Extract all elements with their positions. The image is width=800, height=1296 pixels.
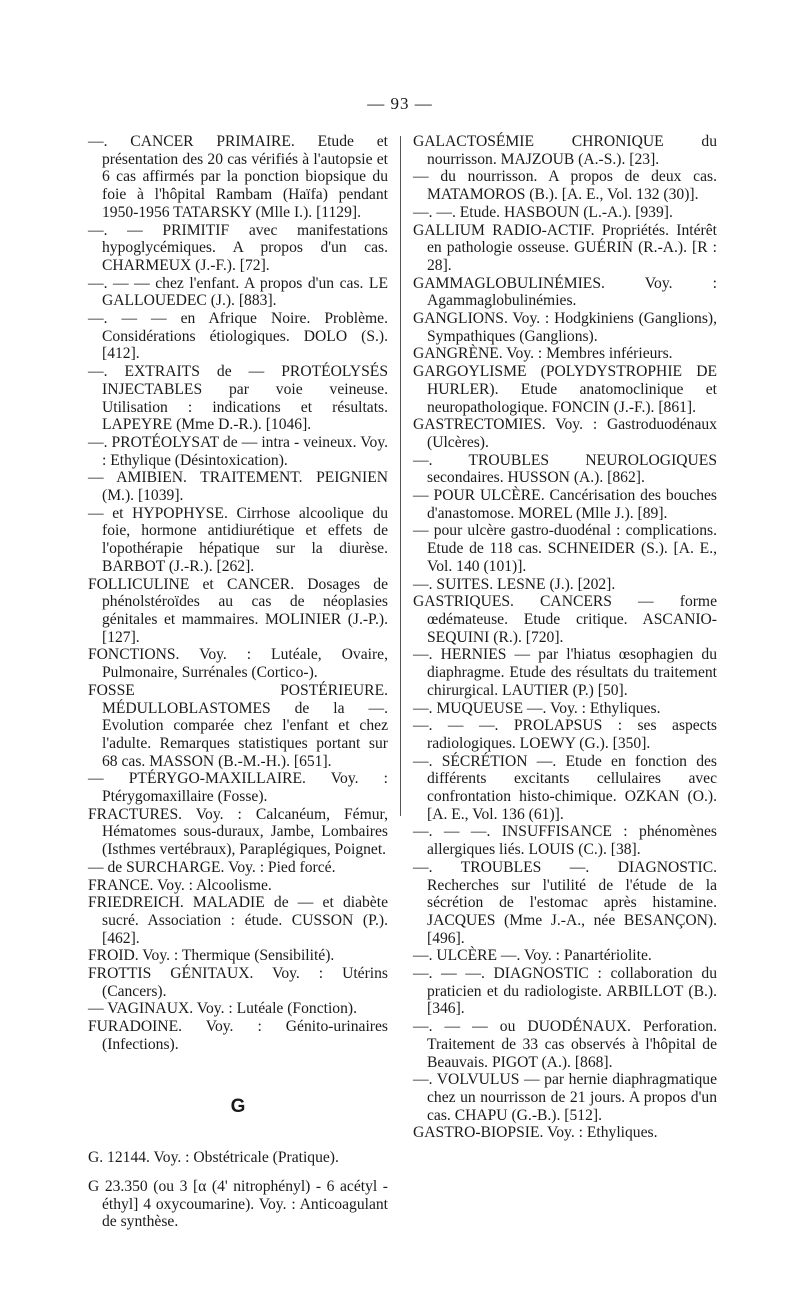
- index-entry: GASTRECTOMIES. Voy. : Gastroduodénaux (Ulcères).: [413, 416, 717, 451]
- index-entry: —. TROUBLES NEUROLOGIQUES secondaires. HUSSON (A.). [862].: [413, 451, 717, 487]
- page-number: — 93 —: [367, 94, 433, 113]
- index-entry: G 23.350 (ou 3 [α (4' nitrophényl) - 6 acétyl - éthyl] 4 oxycoumarine). Voy. : Anticoagulant de synthèse.: [88, 1177, 388, 1231]
- index-entry: —. — —. INSUFFISANCE : phénomènes allergiques liés. LOUIS (C.). [38].: [413, 823, 717, 859]
- index-entry: FROID. Voy. : Thermique (Sensibilité).: [88, 947, 335, 965]
- index-entry: GANGLIONS. Voy. : Hodgkiniens (Ganglions), Sympathiques (Ganglions).: [413, 310, 717, 345]
- index-entry: FOLLICULINE et CANCER. Dosages de phénolstéroïdes au cas de néoplasies génitales et mammaires. MOLINIER (J.-P.). [127].: [88, 575, 388, 646]
- index-entry: —. VOLVULUS — par hernie diaphragmatique chez un nourrisson de 21 jours. A propos d'un cas. CHAPU (G.-B.). [512].: [413, 1071, 717, 1124]
- index-entry: —. SÉCRÉTION —. Etude en fonction des différents excitants cellulaires avec confrontation histo-chimique. OZKAN (O.). [A. E., Vol. 136 (61)].: [413, 752, 717, 823]
- index-entry: —. EXTRAITS de — PROTÉOLYSÉS INJECTABLES par voie veineuse. Utilisation : indications et résultats. LAPEYRE (Mme D.-R.). [1046].: [88, 363, 388, 434]
- index-entry: —. — —. DIAGNOSTIC : collaboration du praticien et du radiologiste. ARBILLOT (B.). [346].: [413, 965, 717, 1018]
- index-entry: —. —. Etude. HASBOUN (L.-A.). [939].: [413, 203, 673, 221]
- index-entry: —. — —. PROLAPSUS : ses aspects radiologiques. LOEWY (G.). [350].: [413, 717, 717, 752]
- index-entry: GASTRO-BIOPSIE. Voy. : Ethyliques.: [413, 1124, 658, 1142]
- index-entry: — AMIBIEN. TRAITEMENT. PEIGNIEN (M.). [1039].: [88, 469, 388, 505]
- index-entry: FROTTIS GÉNITAUX. Voy. : Utérins (Cancers).: [88, 965, 388, 1000]
- index-entry: FURADOINE. Voy. : Génito-urinaires (Infections).: [88, 1018, 388, 1053]
- index-entry: FRANCE. Voy. : Alcoolisme.: [88, 876, 272, 894]
- index-entry: GASTRIQUES. CANCERS — forme œdémateuse. Etude critique. ASCANIO-SEQUINI (R.). [720].: [413, 593, 717, 646]
- index-entry: G. 12144. Voy. : Obstétricale (Pratique).: [88, 1149, 339, 1167]
- index-entry: — PTÉRYGO-MAXILLAIRE. Voy. : Ptérygomaxillaire (Fosse).: [88, 770, 388, 806]
- index-entry: —. — PRIMITIF avec manifestations hypoglycémiques. A propos d'un cas. CHARMEUX (J.-F.). [72].: [88, 221, 388, 274]
- index-entry: — POUR ULCÈRE. Cancérisation des bouches d'anastomose. MOREL (Mlle J.). [89].: [413, 487, 717, 522]
- index-entry: — VAGINAUX. Voy. : Lutéale (Fonction).: [88, 1000, 357, 1018]
- index-entry: — du nourrisson. A propos de deux cas. MATAMOROS (B.). [A. E., Vol. 132 (30)].: [413, 168, 717, 204]
- section-letter: G: [230, 1095, 246, 1117]
- index-entry: GALACTOSÉMIE CHRONIQUE du nourrisson. MAJZOUB (A.-S.). [23].: [413, 133, 717, 168]
- index-entry: FRIEDREICH. MALADIE de — et diabète sucré. Association : étude. CUSSON (P.). [462].: [88, 894, 388, 947]
- index-entry: FRACTURES. Voy. : Calcanéum, Fémur, Hématomes sous-duraux, Jambe, Lombaires (Isthmes vertébraux), Paraplégiques, Poignet.: [88, 805, 388, 859]
- left-entry-list: [88, 133, 388, 1054]
- index-entry: —. — — ou DUODÉNAUX. Perforation. Traitement de 33 cas observés à l'hôpital de Beauvais. PIGOT (A.). [868].: [413, 1018, 717, 1071]
- column-divider: [400, 136, 401, 816]
- left-column: [88, 133, 388, 1231]
- index-entry: —. CANCER PRIMAIRE. Etude et présentation des 20 cas vérifiés à l'autopsie et 6 cas affirmés par la ponction biopsique du foie à l'hôpital Rambam (Haïfa) pendant 1950-1956 TATARSKY (Mlle I.). [1129].: [88, 133, 388, 221]
- index-entry: — et HYPOPHYSE. Cirrhose alcoolique du foie, hormone antidiurétique et effets de l'opothérapie hépatique sur la diurèse. BARBOT (J.-R.). [262].: [88, 504, 388, 575]
- index-entry: FOSSE POSTÉRIEURE. MÉDULLOBLASTOMES de la —. Evolution comparée chez l'enfant et chez l'adulte. Remarques statistiques portant sur 68 cas. MASSON (B.-M.-H.). [651].: [88, 681, 388, 770]
- g-entry-list: [88, 1149, 388, 1231]
- index-entry: —. SUITES. LESNE (J.). [202].: [413, 575, 616, 593]
- index-entry: GARGOYLISME (POLYDYSTROPHIE DE HURLER). Etude anatomoclinique et neuropathologique. FONCIN (J.-F.). [861].: [413, 363, 717, 416]
- index-entry: — de SURCHARGE. Voy. : Pied forcé.: [88, 858, 336, 876]
- index-entry: —. HERNIES — par l'hiatus œsophagien du diaphragme. Etude des résultats du traitement chirurgical. LAUTIER (P.) [50].: [413, 646, 717, 699]
- index-entry: FONCTIONS. Voy. : Lutéale, Ovaire, Pulmonaire, Surrénales (Cortico-).: [88, 646, 388, 682]
- index-entry: —. — — chez l'enfant. A propos d'un cas. LE GALLOUEDEC (J.). [883].: [88, 274, 388, 310]
- index-entry: GALLIUM RADIO-ACTIF. Propriétés. Intérêt en pathologie osseuse. GUÉRIN (R.-A.). [R : 28].: [413, 221, 717, 274]
- index-entry: GAMMAGLOBULINÉMIES. Voy. : Agammaglobulinémies.: [413, 274, 717, 310]
- index-entry: — pour ulcère gastro-duodénal : complications. Etude de 118 cas. SCHNEIDER (S.). [A. E., Vol. 140 (101)].: [413, 522, 717, 575]
- right-column: [413, 133, 717, 1142]
- index-entry: —. PROTÉOLYSAT de — intra - veineux. Voy. : Ethylique (Désintoxication).: [88, 433, 388, 469]
- index-entry: GANGRÈNE. Voy. : Membres inférieurs.: [413, 345, 673, 363]
- index-entry: —. TROUBLES —. DIAGNOSTIC. Recherches sur l'utilité de l'étude de la sécrétion de l'estomac après histamine. JACQUES (Mme J.-A., née BESANÇON). [496].: [413, 858, 717, 947]
- index-entry: —. — — en Afrique Noire. Problème. Considérations étiologiques. DOLO (S.). [412].: [88, 310, 388, 363]
- index-entry: —. MUQUEUSE —. Voy. : Ethyliques.: [413, 699, 661, 717]
- right-entry-list: [413, 133, 717, 1142]
- index-entry: —. ULCÈRE —. Voy. : Panartériolite.: [413, 947, 652, 965]
